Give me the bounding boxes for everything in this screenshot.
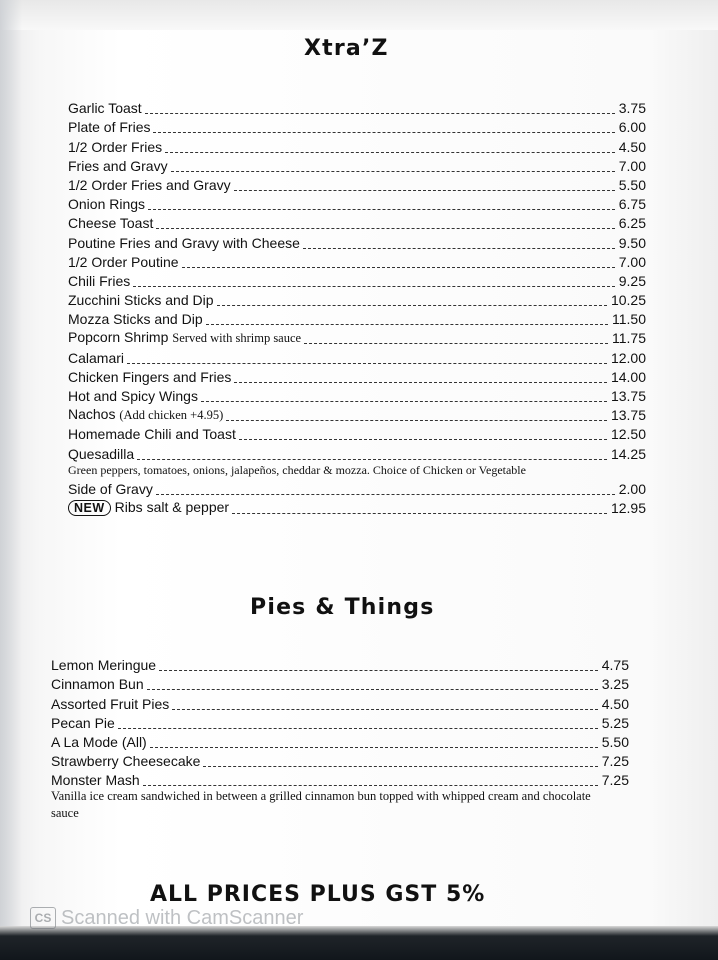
dotted-leader [203, 758, 597, 767]
dotted-leader [171, 163, 615, 172]
item-price: 5.50 [618, 176, 646, 193]
menu-item [68, 212, 646, 231]
item-name: Monster Mash [51, 772, 140, 789]
dotted-leader [147, 681, 598, 690]
item-price: 11.75 [612, 330, 646, 347]
item-name: Calamari [68, 349, 125, 366]
item-price: 5.25 [601, 714, 629, 731]
dotted-leader [118, 720, 598, 729]
item-name: Fries and Gravy [68, 157, 168, 174]
item-detail: Served with shrimp sauce [172, 331, 302, 346]
item-price: 5.50 [601, 733, 629, 750]
item-price: 3.25 [601, 676, 629, 693]
menu-item [68, 404, 646, 423]
menu-item [68, 442, 646, 461]
pies-menu-list [51, 654, 629, 822]
menu-item [68, 135, 646, 154]
item-price: 4.50 [601, 695, 629, 712]
item-name: Homemade Chili and Toast [68, 426, 236, 443]
item-price: 13.75 [610, 388, 646, 404]
item-price: 13.75 [610, 407, 646, 424]
item-name: Poutine Fries and Gravy with Cheese [68, 234, 300, 251]
item-price: 3.75 [618, 100, 646, 117]
menu-item [68, 116, 646, 135]
item-name: Zucchini Sticks and Dip [68, 292, 214, 309]
item-price: 4.50 [618, 138, 646, 155]
dotted-leader [159, 662, 598, 671]
menu-item [51, 673, 629, 692]
item-name: A La Mode (All) [51, 733, 147, 750]
item-name: 1/2 Order Poutine [68, 253, 179, 270]
item-price: 12.50 [610, 426, 646, 443]
dotted-leader [127, 355, 607, 364]
dotted-leader [201, 393, 607, 402]
menu-item [68, 327, 646, 346]
section-title-pies: Pies & Things [250, 595, 435, 620]
scanner-watermark [30, 905, 303, 931]
dotted-leader [206, 316, 608, 325]
item-name: 1/2 Order Fries [68, 138, 163, 155]
item-price: 14.00 [610, 368, 646, 385]
dotted-leader [234, 374, 607, 383]
item-price: 14.25 [610, 445, 646, 462]
item-price: 11.50 [612, 311, 646, 328]
menu-item [51, 731, 629, 750]
item-name [68, 329, 304, 346]
menu-item [68, 155, 646, 174]
dotted-leader [145, 105, 615, 114]
menu-item [68, 423, 646, 442]
dotted-leader [150, 739, 598, 748]
menu-item [51, 712, 629, 731]
menu-item [68, 385, 646, 404]
extras-menu-list [68, 97, 646, 516]
item-name [68, 406, 226, 423]
item-name: Plate of Fries [68, 119, 151, 136]
item-price: 2.00 [618, 480, 646, 497]
menu-item [51, 654, 629, 673]
item-name: Quesadilla [68, 445, 135, 462]
item-price: 7.25 [601, 772, 629, 789]
item-name: Side of Gravy [68, 480, 153, 497]
item-name: Chili Fries [68, 272, 131, 289]
item-name-text: Ribs salt & pepper [114, 498, 230, 515]
dotted-leader [172, 701, 597, 710]
dotted-leader [304, 335, 608, 344]
watermark-text: Scanned with CamScanner [61, 906, 304, 929]
menu-item [51, 750, 629, 769]
menu-item [68, 270, 646, 289]
menu-item [68, 289, 646, 308]
dotted-leader [143, 777, 598, 786]
menu-item [68, 366, 646, 385]
item-name-text: Popcorn Shrimp [68, 329, 169, 346]
item-name: Cheese Toast [68, 215, 154, 232]
new-badge: NEW [68, 500, 111, 516]
item-name: Cinnamon Bun [51, 676, 144, 693]
menu-item [68, 193, 646, 212]
dotted-leader [303, 240, 615, 249]
dotted-leader [156, 220, 614, 229]
gst-notice: ALL PRICES PLUS GST 5% [150, 882, 486, 907]
item-name: Lemon Meringue [51, 657, 157, 674]
item-name-text: Nachos [68, 406, 116, 423]
item-price: 6.75 [618, 196, 646, 213]
item-price: 9.50 [618, 234, 646, 251]
item-price: 12.95 [610, 499, 646, 516]
dotted-leader [148, 201, 615, 210]
dotted-leader [234, 182, 615, 191]
item-name [68, 499, 232, 516]
menu-item [68, 308, 646, 327]
item-name: Mozza Sticks and Dip [68, 311, 203, 328]
item-price: 10.25 [610, 292, 646, 309]
menu-item [68, 174, 646, 193]
quesadilla-note: Green peppers, tomatoes, onions, jalapeños, cheddar & mozza. Choice of Chicken or Vegetable [68, 462, 526, 477]
item-price: 7.25 [601, 753, 629, 770]
dotted-leader [133, 278, 615, 287]
page-left-shadow [0, 0, 22, 926]
item-name: Chicken Fingers and Fries [68, 368, 232, 385]
item-price: 6.00 [618, 119, 646, 136]
dotted-leader [182, 259, 615, 268]
monster-mash-note: Vanilla ice cream sandwiched in between a grilled cinnamon bun topped with whipped cream and chocolate sauce [51, 789, 591, 821]
section-title-extras: Xtra’Z [304, 36, 389, 61]
item-price: 12.00 [610, 349, 646, 366]
menu-item [51, 692, 629, 711]
item-name: Onion Rings [68, 196, 146, 213]
item-name: 1/2 Order Fries and Gravy [68, 176, 231, 193]
dotted-leader [165, 144, 615, 153]
item-name: Strawberry Cheesecake [51, 753, 201, 770]
item-name: Pecan Pie [51, 714, 115, 731]
item-name: Hot and Spicy Wings [68, 388, 198, 404]
item-price: 4.75 [601, 657, 629, 674]
menu-item [68, 497, 646, 516]
dotted-leader [137, 451, 607, 460]
dotted-leader [156, 486, 615, 495]
menu-item [68, 478, 646, 497]
dotted-leader [239, 431, 607, 440]
dotted-leader [217, 297, 607, 306]
menu-item [51, 769, 629, 788]
item-price: 6.25 [618, 215, 646, 232]
menu-item [68, 346, 646, 365]
menu-item [68, 231, 646, 250]
item-price: 7.00 [618, 157, 646, 174]
dotted-leader [226, 412, 607, 421]
dotted-leader [153, 124, 614, 133]
scan-bottom-edge [0, 926, 718, 960]
menu-item [68, 97, 646, 116]
item-name: Assorted Fruit Pies [51, 695, 170, 712]
page-top-edge [0, 0, 718, 30]
menu-item [68, 251, 646, 270]
item-price: 7.00 [618, 253, 646, 270]
item-price: 9.25 [618, 272, 646, 289]
item-detail: (Add chicken +4.95) [119, 408, 224, 423]
camscanner-logo-icon: CS [30, 907, 56, 929]
dotted-leader [232, 505, 607, 514]
item-name: Garlic Toast [68, 100, 142, 117]
